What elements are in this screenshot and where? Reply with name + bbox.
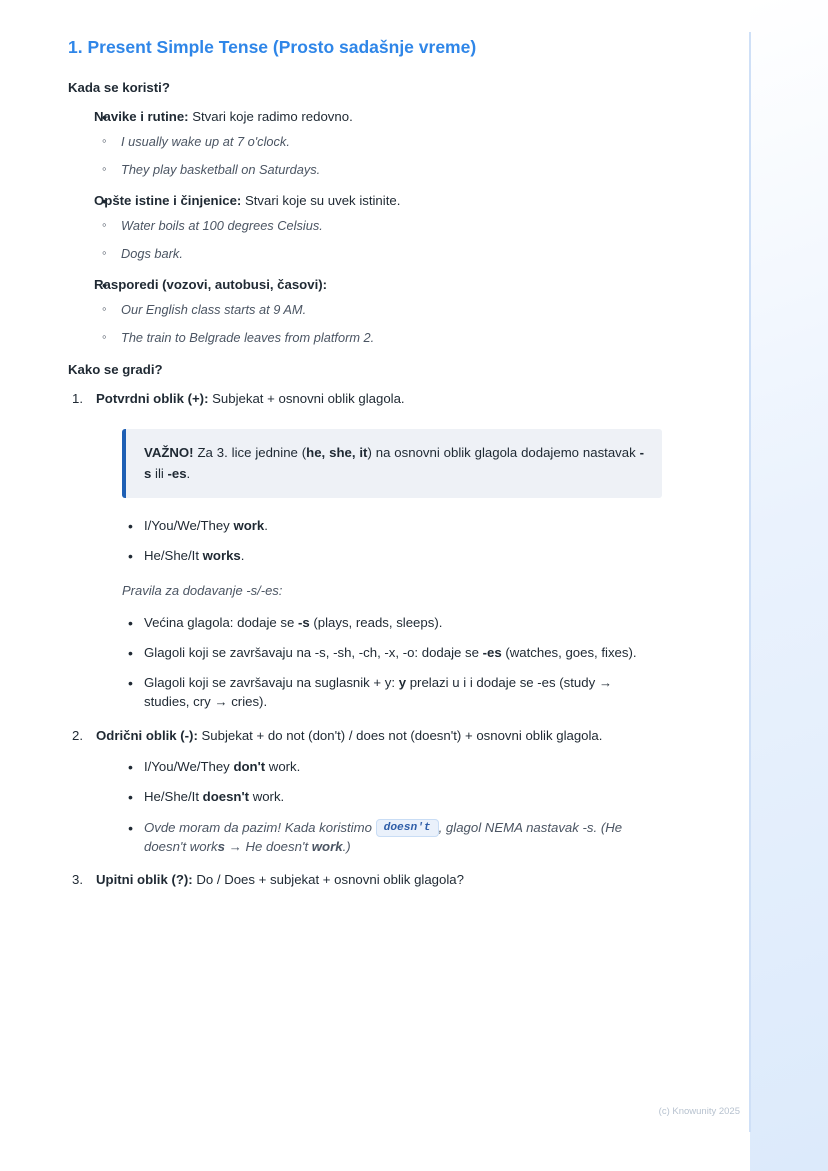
list-item — [122, 643, 648, 662]
example-plain: I/You/We/They — [144, 759, 234, 775]
form-item-term: Upitni oblik (?): — [96, 871, 193, 887]
form-item-text — [96, 870, 648, 890]
footer-credit: (c) Knowunity 2025 — [658, 1106, 740, 1117]
right-divider-line — [749, 32, 751, 1132]
usage-list — [68, 107, 648, 347]
note-bold-s: s — [217, 838, 225, 854]
example-tail: . — [264, 518, 268, 534]
important-callout — [122, 429, 662, 498]
example-bold: work — [233, 518, 265, 534]
form-heading: Kako se gradi? — [68, 362, 163, 378]
note-pre: Ovde moram da pazim! Kada koristimo — [144, 819, 376, 835]
example-bold: doesn't — [202, 789, 250, 805]
example-bold: don't — [233, 759, 266, 775]
form-item-term: Odrični oblik (-): — [96, 727, 198, 743]
usage-item-term: Navike i rutine: — [94, 108, 189, 124]
form-item-text — [96, 389, 648, 409]
usage-heading: Kada se koristi? — [68, 79, 170, 95]
callout-bold-2: -s — [144, 445, 644, 481]
note-mid: , glagol NEMA nastavak -s. (He doesn't work — [144, 819, 623, 854]
callout-text-2: ) na osnovni oblik glagola dodajemo nastavak — [367, 445, 640, 461]
negative-example-list — [122, 757, 648, 856]
example-bold: works — [202, 548, 241, 564]
form-item-number: 2. — [72, 727, 83, 743]
form-item-desc: Do / Does + subjekat + osnovni oblik glagola? — [192, 871, 464, 887]
rule-pre: Glagoli koji se završavaju na suglasnik + y: — [144, 675, 399, 691]
callout-bold-1: he, she, it — [306, 445, 368, 461]
list-item: ◦ Dogs bark. — [94, 245, 648, 263]
example-list — [94, 301, 648, 347]
example-tail: work. — [265, 759, 301, 775]
example-list — [94, 217, 648, 263]
example-plain: He/She/It — [144, 789, 203, 805]
form-item-desc: Subjekat + do not (don't) / does not (doesn't) + osnovni oblik glagola. — [197, 727, 603, 743]
list-item — [122, 757, 648, 776]
list-item — [68, 191, 648, 263]
document-content — [68, 30, 648, 904]
list-item: ◦ Our English class starts at 9 AM. — [94, 301, 648, 319]
list-item — [68, 275, 648, 347]
usage-item-text — [94, 107, 648, 126]
example-plain: He/She/It — [144, 548, 203, 564]
callout-label: VAŽNO! — [144, 445, 194, 461]
list-item — [122, 818, 648, 856]
usage-item-term: Rasporedi (vozovi, autobusi, časovi): — [94, 276, 328, 292]
note-post: .) — [342, 838, 351, 854]
right-decorative-strip — [750, 0, 828, 1171]
example-plain: I/You/We/They — [144, 518, 234, 534]
code-doesnt: doesn't — [376, 819, 439, 837]
list-item — [68, 726, 648, 856]
rule-bold: -s — [297, 614, 310, 630]
list-item — [122, 613, 648, 632]
usage-item-text — [94, 191, 648, 210]
example-tail: work. — [249, 789, 285, 805]
list-item — [68, 870, 648, 890]
note-bold-work: work — [311, 838, 343, 854]
list-item — [122, 546, 648, 565]
list-item — [122, 516, 648, 535]
usage-item-desc: Stvari koje radimo redovno. — [188, 108, 353, 124]
list-item — [122, 673, 648, 711]
usage-item-desc: Stvari koje su uvek istinite. — [241, 192, 401, 208]
example-list — [94, 133, 648, 179]
list-item: ◦ The train to Belgrade leaves from platform 2. — [94, 329, 648, 347]
callout-text-4: . — [186, 465, 191, 481]
list-item: ◦ Water boils at 100 degrees Celsius. — [94, 217, 648, 235]
form-item-desc: Subjekat + osnovni oblik glagola. — [208, 391, 405, 407]
rules-title: Pravila za dodavanje -s/-es: — [122, 583, 283, 599]
list-item — [122, 787, 648, 806]
callout-text-3: ili — [151, 465, 168, 481]
rule-bold: -es — [482, 645, 502, 661]
rules-list — [122, 613, 648, 712]
usage-item-term: Opšte istine i činjenice: — [94, 192, 242, 208]
rule-pre: Glagoli koji se završavaju na -s, -sh, -ch, -x, -o: dodaje se — [144, 645, 483, 661]
form-item-text — [96, 726, 648, 746]
list-item: ◦ They play basketball on Saturdays. — [94, 161, 648, 179]
rule-pre: Većina glagola: dodaje se — [144, 614, 298, 630]
rule-post: (watches, goes, fixes). — [501, 645, 637, 661]
list-item: ◦ I usually wake up at 7 o'clock. — [94, 133, 648, 151]
affirmative-example-list — [122, 516, 648, 565]
list-item — [68, 389, 648, 711]
rule-post: (plays, reads, sleeps). — [309, 614, 443, 630]
rule-bold: y — [398, 675, 407, 691]
form-list — [68, 389, 648, 889]
usage-item-text — [94, 275, 648, 294]
form-item-number: 1. — [72, 391, 83, 407]
list-item — [68, 107, 648, 179]
page-title: 1. Present Simple Tense (Prosto sadašnje vreme) — [68, 37, 477, 57]
example-tail: . — [240, 548, 245, 564]
form-item-number: 3. — [72, 871, 83, 887]
callout-text-1: Za 3. lice jednine ( — [193, 445, 307, 461]
note-mid2: → He doesn't — [224, 838, 312, 854]
rule-post: prelazi u i i dodaje se -es (study → studies, cry → cries). — [144, 675, 613, 710]
callout-bold-3: -es — [167, 465, 187, 481]
form-item-term: Potvrdni oblik (+): — [96, 391, 209, 407]
